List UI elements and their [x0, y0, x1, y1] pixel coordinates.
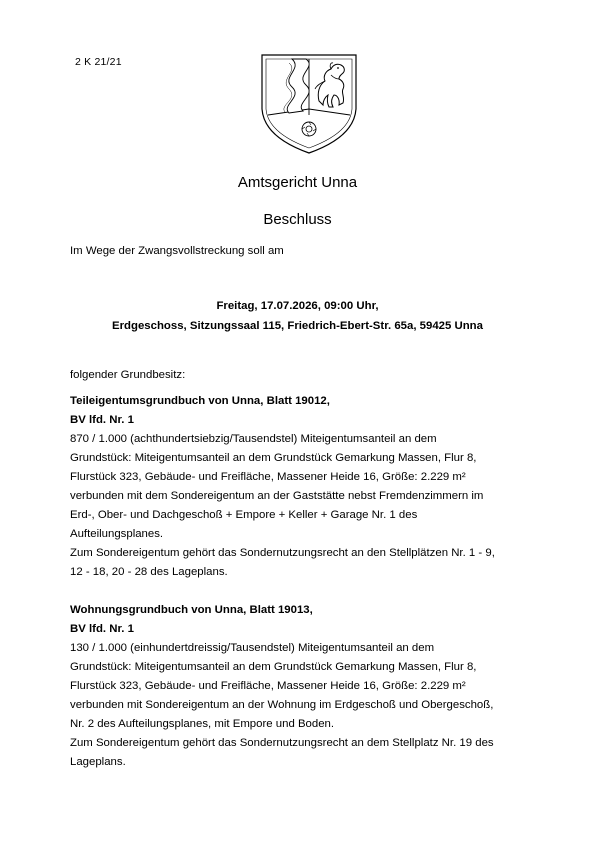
property-text-line: Grundstück: Miteigentumsanteil an dem Grundstück Gemarkung Massen, Flur 8,	[70, 661, 477, 673]
property-section	[70, 392, 540, 582]
property-section	[70, 601, 540, 772]
property-text-line: Zum Sondereigentum gehört das Sondernutzungsrecht an dem Stellplatz Nr. 19 des	[70, 737, 494, 749]
document-type-heading: Beschluss	[263, 211, 332, 228]
property-text-line: verbunden mit dem Sondereigentum an der Gaststätte nebst Fremdenzimmern im	[70, 490, 484, 502]
property-text-line: 12 - 18, 20 - 28 des Lageplans.	[70, 566, 228, 578]
property-section-title: Wohnungsgrundbuch von Unna, Blatt 19013,	[70, 604, 313, 616]
auction-appointment	[0, 296, 595, 336]
case-number: 2 K 21/21	[75, 56, 122, 68]
property-section-bv: BV lfd. Nr. 1	[70, 623, 134, 635]
property-label: folgender Grundbesitz:	[70, 369, 186, 381]
property-text-line: Grundstück: Miteigentumsanteil an dem Grundstück Gemarkung Massen, Flur 8,	[70, 452, 477, 464]
property-text-line: Lageplans.	[70, 756, 126, 768]
property-text-line: Flurstück 323, Gebäude- und Freifläche, Massener Heide 16, Größe: 2.229 m²	[70, 680, 466, 692]
property-section-title: Teileigentumsgrundbuch von Unna, Blatt 19012,	[70, 395, 330, 407]
court-name: Amtsgericht Unna	[237, 174, 358, 191]
appointment-date-time: Freitag, 17.07.2026, 09:00 Uhr,	[216, 300, 379, 312]
property-text-line: Flurstück 323, Gebäude- und Freifläche, Massener Heide 16, Größe: 2.229 m²	[70, 471, 466, 483]
property-text-line: 130 / 1.000 (einhundertdreissig/Tausendstel) Miteigentumsanteil an dem	[70, 642, 435, 654]
property-text-line: Aufteilungsplanes.	[70, 528, 164, 540]
property-text-line: 870 / 1.000 (achthundertsiebzig/Tausendstel) Miteigentumsanteil an dem	[70, 433, 437, 445]
property-section-bv: BV lfd. Nr. 1	[70, 414, 134, 426]
intro-text: Im Wege der Zwangsvollstreckung soll am	[70, 245, 284, 257]
property-text-line: Nr. 2 des Aufteilungsplanes, mit Empore und Boden.	[70, 718, 335, 730]
property-text-line: Erd-, Ober- und Dachgeschoß + Empore + Keller + Garage Nr. 1 des	[70, 509, 418, 521]
property-text-line: verbunden mit Sondereigentum an der Wohnung im Erdgeschoß und Obergeschoß,	[70, 699, 494, 711]
appointment-location: Erdgeschoss, Sitzungssaal 115, Friedrich-Ebert-Str. 65a, 59425 Unna	[112, 320, 483, 332]
property-text-line: Zum Sondereigentum gehört das Sondernutzungsrecht an den Stellplätzen Nr. 1 - 9,	[70, 547, 495, 559]
nrw-coat-of-arms-icon	[259, 49, 359, 156]
